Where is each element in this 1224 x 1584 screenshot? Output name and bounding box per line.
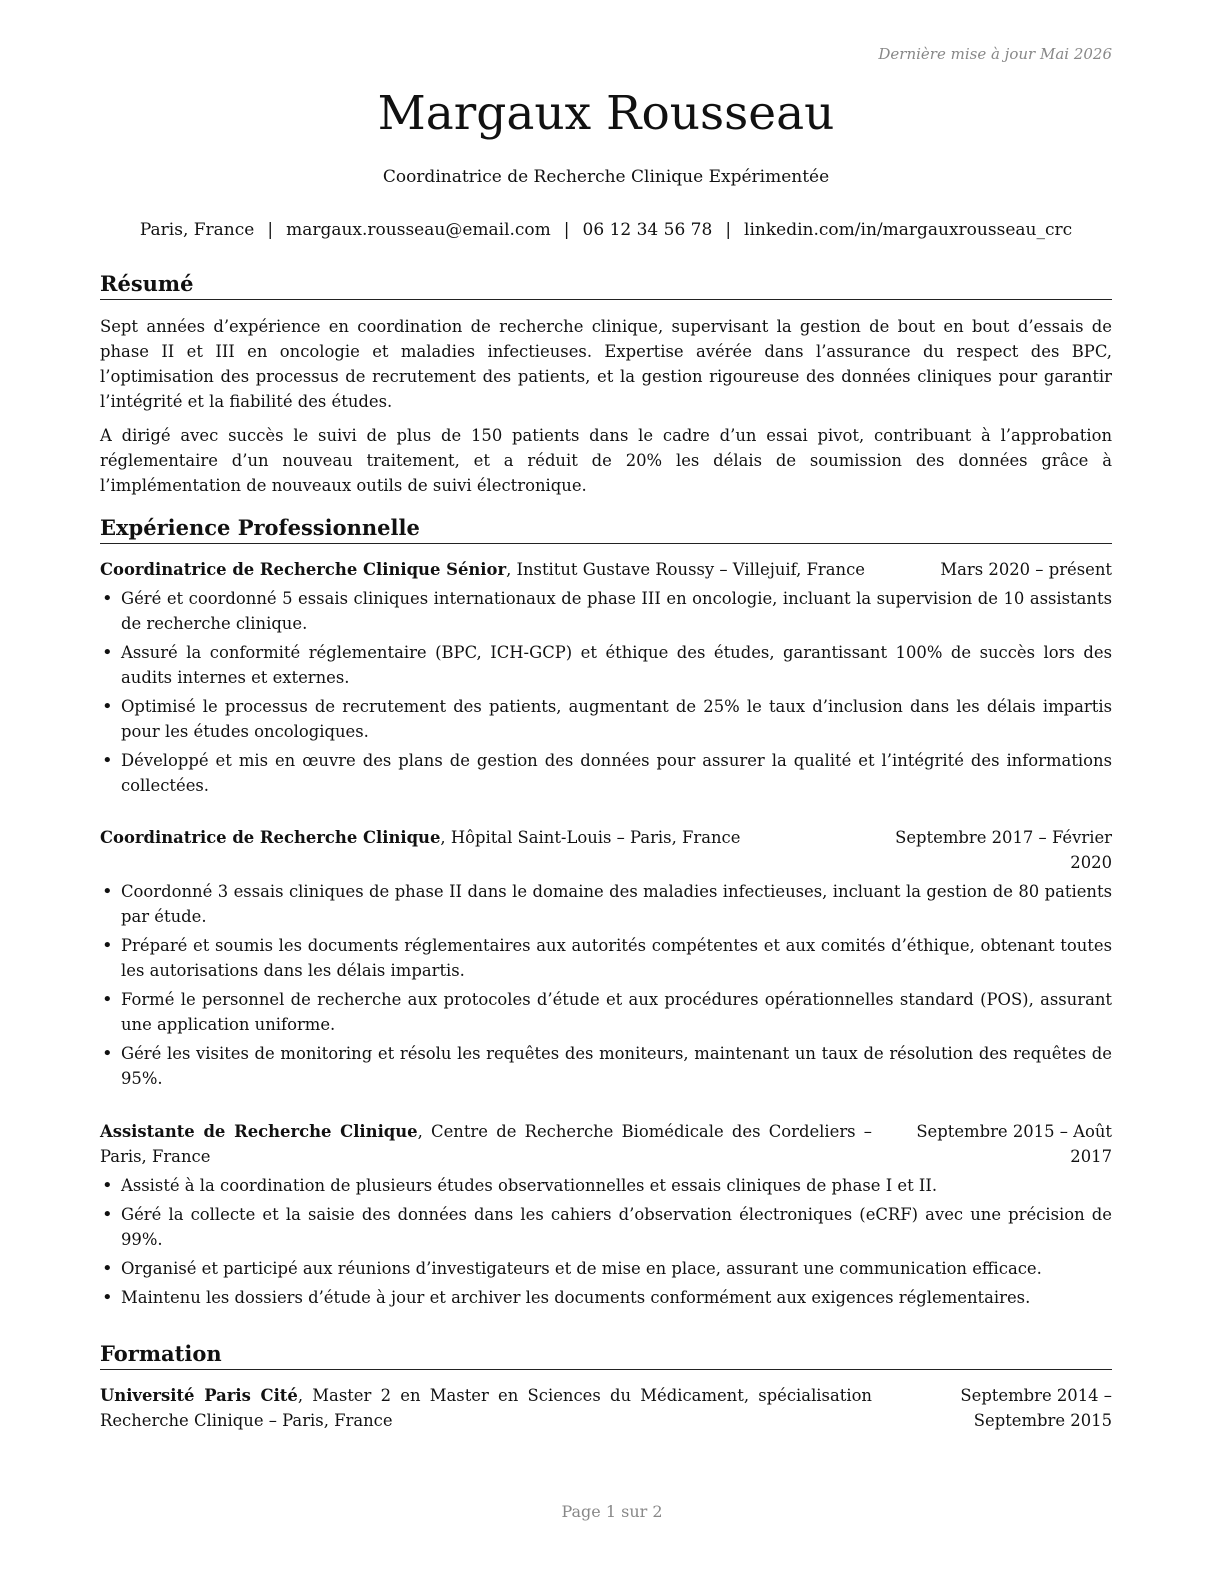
contact-line — [100, 220, 1112, 240]
job-entry — [100, 557, 1112, 798]
job-role: Coordinatrice de Recherche Clinique Sénior — [100, 560, 507, 579]
job-bullet: • Géré la collecte et la saisie des données dans les cahiers d’observation électroniques (eCRF) avec une précision de 99%. — [100, 1202, 1112, 1252]
job-entry — [100, 1119, 1112, 1310]
candidate-subtitle: Coordinatrice de Recherche Clinique Expérimentée — [382, 167, 830, 187]
candidate-name: Margaux Rousseau — [377, 86, 835, 141]
job-dates: Septembre 2017 – Février 2020 — [895, 828, 1112, 872]
job-bullet: • Maintenu les dossiers d’étude à jour et archiver les documents conformément aux exigences réglementaires. — [100, 1285, 1112, 1310]
contact-email[interactable]: margaux.rousseau@email.com — [286, 220, 551, 240]
job-organization: , Hôpital Saint-Louis – Paris, France — [440, 828, 741, 847]
job-bullet: • Géré les visites de monitoring et résolu les requêtes des moniteurs, maintenant un taux de résolution des requêtes de 95%. — [100, 1041, 1112, 1091]
job-role: Coordinatrice de Recherche Clinique — [100, 828, 441, 847]
job-bullet: • Formé le personnel de recherche aux protocoles d’étude et aux procédures opérationnelles standard (POS), assurant une application uniforme. — [100, 987, 1112, 1037]
summary-paragraph: Sept années d’expérience en coordination de recherche clinique, supervisant la gestion de bout en bout d’essais de phase II et III en oncologie et maladies infectieuses. Expertise avérée dans l’assurance du respect des BPC, l’optimisation des processus de recrutement des patients, et la gestion rigoureuse des données cliniques pour garantir l’intégrité et la fiabilité des études. — [100, 317, 1112, 411]
job-bullet: • Optimisé le processus de recrutement des patients, augmentant de 25% le taux d’inclusion dans les délais impartis pour les études oncologiques. — [100, 694, 1112, 744]
job-dates: Mars 2020 – présent — [940, 560, 1112, 579]
last-updated: Dernière mise à jour Mai 2026 — [878, 45, 1112, 63]
job-bullets — [100, 879, 1112, 1091]
page-number: Page 1 sur 2 — [561, 1502, 663, 1521]
job-bullet: • Assisté à la coordination de plusieurs études observationnelles et essais cliniques de phase I et II. — [100, 1173, 1112, 1198]
job-bullets — [100, 1173, 1112, 1310]
job-bullet: • Assuré la conformité réglementaire (BPC, ICH-GCP) et éthique des études, garantissant 100% de succès lors des audits internes et externes. — [100, 640, 1112, 690]
job-organization: , Centre de Recherche Biomédicale des Cordeliers – Paris, France — [100, 1122, 873, 1166]
section-title-summary: Résumé — [100, 271, 1112, 300]
contact-separator: | — [267, 220, 274, 240]
contact-separator: | — [563, 220, 570, 240]
job-role: Assistante de Recherche Clinique — [100, 1122, 418, 1141]
job-organization: , Institut Gustave Roussy – Villejuif, France — [506, 560, 865, 579]
contact-linkedin[interactable]: linkedin.com/in/margauxrousseau_crc — [744, 220, 1073, 240]
resume-page — [100, 0, 1112, 1584]
job-bullet: • Géré et coordonné 5 essais cliniques internationaux de phase III en oncologie, incluant la supervision de 10 assistants de recherche clinique. — [100, 586, 1112, 636]
job-bullet: • Préparé et soumis les documents réglementaires aux autorités compétentes et aux comités d’éthique, obtenant toutes les autorisations dans les délais impartis. — [100, 933, 1112, 983]
job-dates: Septembre 2015 – Août 2017 — [916, 1122, 1112, 1166]
contact-separator: | — [725, 220, 732, 240]
education-entry — [100, 1383, 1112, 1433]
section-title-experience: Expérience Professionnelle — [100, 515, 1112, 544]
job-bullet: • Développé et mis en œuvre des plans de gestion des données pour assurer la qualité et l’intégrité des informations collectées. — [100, 748, 1112, 798]
summary-paragraph: A dirigé avec succès le suivi de plus de 150 patients dans le cadre d’un essai pivot, contribuant à l’approbation réglementaire d’un nouveau traitement, et a réduit de 20% les délais de soumission des données grâce à l’implémentation de nouveaux outils de suivi électronique. — [100, 426, 1112, 495]
job-bullets — [100, 586, 1112, 798]
contact-phone: 06 12 34 56 78 — [582, 220, 713, 240]
job-bullet: • Coordonné 3 essais cliniques de phase II dans le domaine des maladies infectieuses, incluant la gestion de 80 patients par étude. — [100, 879, 1112, 929]
education-school: Université Paris Cité — [100, 1386, 298, 1405]
section-title-education: Formation — [100, 1341, 1112, 1370]
education-degree: , Master 2 en Master en Sciences du Médicament, spécialisation Recherche Clinique – Paris, France — [100, 1386, 872, 1430]
job-entry — [100, 825, 1112, 1091]
contact-location: Paris, France — [139, 220, 255, 240]
job-bullet: • Organisé et participé aux réunions d’investigateurs et de mise en place, assurant une communication efficace. — [100, 1256, 1112, 1281]
education-dates: Septembre 2014 – Septembre 2015 — [960, 1386, 1112, 1430]
